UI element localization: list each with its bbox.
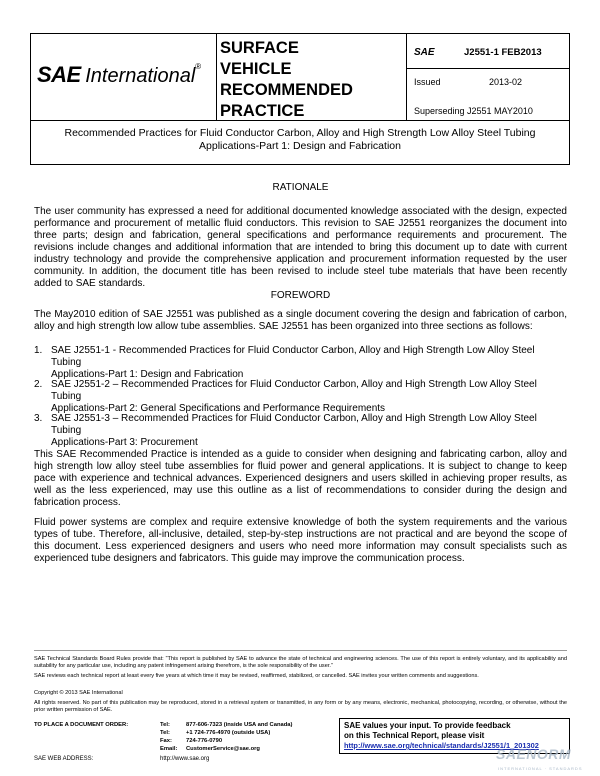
doc-type-line: VEHICLE	[220, 60, 292, 78]
contact-label: Tel:	[160, 730, 170, 736]
logo-international-text: International	[85, 65, 196, 87]
list-item-line: Applications-Part 2: General Specifications and Performance Requirements	[51, 403, 386, 414]
copyright-text: Copyright © 2013 SAE International	[34, 690, 123, 696]
contact-row	[160, 738, 222, 744]
review-text: SAE reviews each technical report at least every five years at which time it may be revised, reaffirmed, stabilized, or cancelled. SAE invites your written comments and suggestions.	[34, 673, 479, 679]
feedback-line: on this Technical Report, please visit	[344, 731, 485, 740]
order-label: TO PLACE A DOCUMENT ORDER:	[34, 722, 129, 728]
contact-row	[160, 746, 260, 752]
document-type-cell	[216, 34, 407, 120]
rights-text: All rights reserved. No part of this publication may be reproduced, stored in a retrieval system or transmitted, in any form or by any means, electronic, mechanical, photocopying, recording, or otherwise, without the prior written permission of SAE.	[34, 700, 567, 713]
logo-registered-mark: ®	[195, 62, 202, 71]
doc-number-row	[406, 34, 569, 69]
list-item-line: Applications-Part 3: Procurement	[51, 437, 198, 448]
watermark-subtext: INTERNATIONAL · STANDARDS	[498, 766, 583, 771]
issued-date: 2013-02	[489, 77, 523, 87]
doc-type-line: RECOMMENDED	[220, 81, 353, 99]
logo-sae-text: SAE	[37, 62, 81, 87]
list-number: 1.	[34, 345, 43, 356]
contact-email[interactable]: CustomerService@sae.org	[186, 746, 260, 752]
web-address-label: SAE WEB ADDRESS:	[34, 756, 94, 762]
document-number: J2551-1 FEB2013	[464, 47, 542, 58]
list-item-line: Applications-Part 1: Design and Fabrication	[51, 369, 244, 380]
contact-label: Tel:	[160, 722, 170, 728]
superseding-text: Superseding J2551 MAY2010	[414, 106, 533, 116]
title-line: Recommended Practices for Fluid Conductor Carbon, Alloy and High Strength Low Alloy Steel Tubing	[64, 127, 536, 139]
sae-mini-logo: SAE	[414, 47, 435, 58]
web-address-link[interactable]: http://www.sae.org	[160, 756, 210, 762]
list-number: 3.	[34, 413, 43, 424]
title-line: Applications-Part 1: Design and Fabrication	[199, 140, 401, 152]
superseding-row	[406, 105, 569, 120]
contact-row	[160, 722, 292, 728]
document-title	[30, 121, 570, 165]
foreword-paragraph: This SAE Recommended Practice is intended as a guide to consider when designing and fabricating carbon, alloy and high strength low alloy steel tube assemblies for fluid power and general applications. It is subject to change to keep pace with experience and technical advances. Experienced designers and users skilled in achieving proper results, as well as the less experienced, may use this outline as a list of recommendations to consider during the design and fabrication process.	[34, 449, 567, 508]
list-item-line: SAE J2551-3 – Recommended Practices for Fluid Conductor Carbon, Alloy and High Strength Low Alloy Steel Tubing	[51, 413, 537, 436]
issued-row	[406, 69, 569, 105]
footer-divider	[34, 650, 567, 651]
sae-international-logo	[37, 62, 201, 88]
feedback-link[interactable]: http://www.sae.org/technical/standards/J2551/1_201302	[344, 741, 539, 750]
contact-label: Email:	[160, 746, 178, 752]
rationale-paragraph: The user community has expressed a need for additional documented knowledge associated with the design, expected performance and procurement of metallic fluid conductors. This revision to SAE J2551 reorganizes the document into three parts; design and fabrication, general specifications and performance requirements and procurement. The revisions include changes and additional information that are intended to bring this document up to date with current industry technology and provide the comprehensive application and procurement information requested by the user community. In addition, the document title has been revised to include steel tube materials that have been recently added to SAE standards.	[34, 206, 567, 289]
doc-type-line: PRACTICE	[220, 102, 305, 120]
foreword-paragraph: Fluid power systems are complex and require extensive knowledge of both the system requirements and the various types of tube. Therefore, all-inclusive, detailed, step-by-step instructions are not practical and are beyond the scope of this document. Less experienced designers and users who need more information may consult specialists such as experienced tube designers and fabricators. This guide may improve the communication process.	[34, 517, 567, 564]
issued-label: Issued	[414, 77, 441, 87]
list-number: 2.	[34, 379, 43, 390]
rationale-heading: RATIONALE	[272, 182, 329, 193]
foreword-intro: The May2010 edition of SAE J2551 was published as a single document covering the design and fabrication of carbon, alloy and high strength low allow tube assemblies. SAE J2551 has been organized into three sections as follows:	[34, 309, 567, 332]
contact-row	[160, 730, 270, 736]
document-type	[220, 38, 353, 122]
contact-value: +1 724-776-4970 (outside USA)	[186, 730, 271, 736]
contact-value: 877-606-7323 (inside USA and Canada)	[186, 722, 293, 728]
list-item-line: SAE J2551-2 – Recommended Practices for Fluid Conductor Carbon, Alloy and High Strength Low Alloy Steel Tubing	[51, 379, 537, 402]
contact-label: Fax:	[160, 738, 172, 744]
foreword-heading: FOREWORD	[270, 290, 331, 301]
document-meta-cell	[406, 34, 569, 120]
board-rules-text: SAE Technical Standards Board Rules provide that: “This report is published by SAE to advance the state of technical and engineering sciences. The use of this report is entirely voluntary, and its applicability and suitability for any particular use, including any patent infringement arising therefrom, is the sole responsibility of the user.”	[34, 656, 567, 669]
document-header	[30, 33, 570, 121]
saenorm-watermark: SAENORM	[496, 746, 572, 762]
feedback-line: SAE values your input. To provide feedback	[344, 721, 511, 730]
logo-cell	[31, 34, 217, 120]
doc-type-line: SURFACE	[220, 39, 299, 57]
contact-value: 724-776-0790	[186, 738, 223, 744]
list-item-line: SAE J2551-1 - Recommended Practices for Fluid Conductor Carbon, Alloy and High Strength Low Alloy Steel Tubing	[51, 345, 535, 368]
